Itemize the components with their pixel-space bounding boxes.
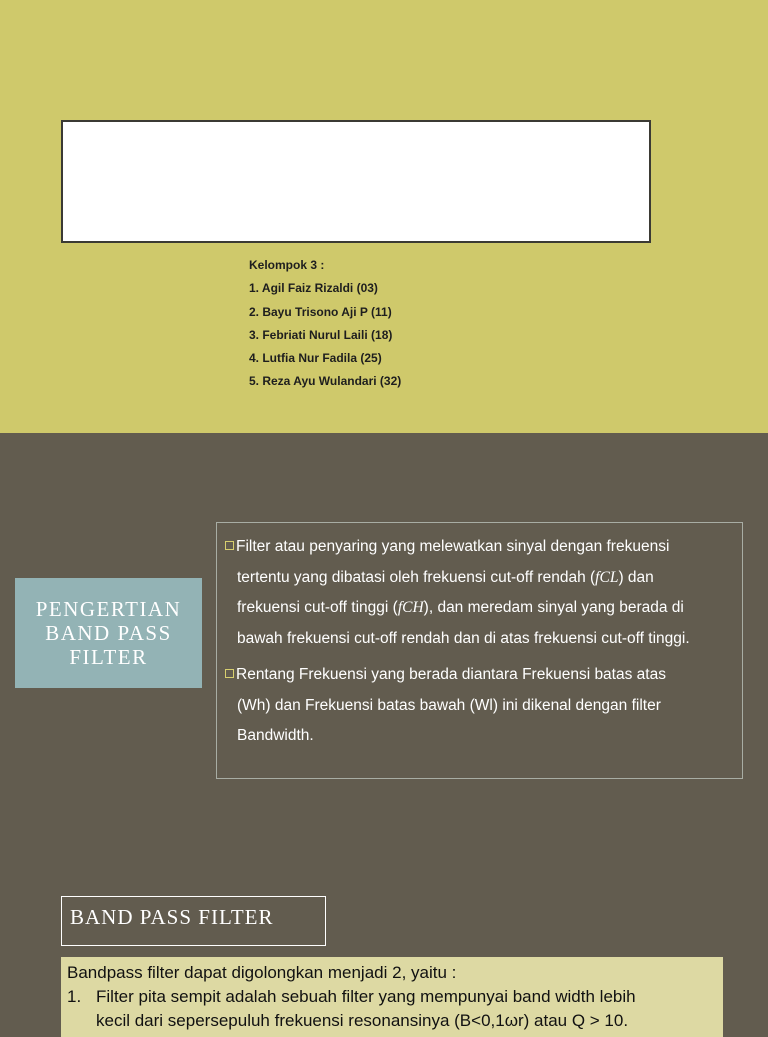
definition-content-box [216,522,743,779]
checkbox-bullet-icon [225,541,234,550]
definition-heading-line: PENGERTIAN [35,597,182,621]
definition-heading-box [15,578,202,688]
band-pass-filter-heading: BAND PASS FILTER [61,896,326,946]
list-item: 1. Filter pita sempit adalah sebuah filter yang mempunyai band width lebih kecil dari sepersepuluh frekuensi resonansinya (B<0,1ωr) atau Q > 10. [67,987,636,1030]
definition-heading-line: BAND PASS [45,621,172,645]
filter-types-box [61,957,723,1037]
slide-title [0,0,768,433]
group-label: Kelompok 3 : [249,258,325,272]
symbol-fcl: fCL [595,568,619,586]
member-item: 4. Lutfia Nur Fadila (25) [249,351,382,366]
definition-paragraph-2: Rentang Frekuensi yang berada diantara Frekuensi batas atas (Wh) dan Frekuensi batas bawah (Wl) ini dikenal dengan filter Bandwidth. [225,660,736,752]
definition-heading-line: FILTER [69,645,148,669]
symbol-fch: fCH [397,599,424,616]
checkbox-bullet-icon [225,669,234,678]
definition-paragraph-1: Filter atau penyaring yang melewatkan sinyal dengan frekuensi tertentu yang dibatasi oleh frekuensi cut-off rendah (fCL) dan frekuensi cut-off tinggi (fCH), dan meredam sinyal yang berada di bawah frekuensi cut-off rendah dan di atas frekuensi cut-off tinggi. [225,532,736,654]
title-placeholder-box [61,120,651,243]
group-members [249,254,401,394]
member-item: 3. Febriati Nurul Laili (18) [249,327,393,342]
member-item: 2. Bayu Trisono Aji P (11) [249,304,392,319]
member-item: 5. Reza Ayu Wulandari (32) [249,374,402,389]
member-item: 1. Agil Faiz Rizaldi (03) [249,281,378,296]
filter-types-intro: Bandpass filter dapat digolongkan menjadi 2, yaitu : [67,963,457,982]
